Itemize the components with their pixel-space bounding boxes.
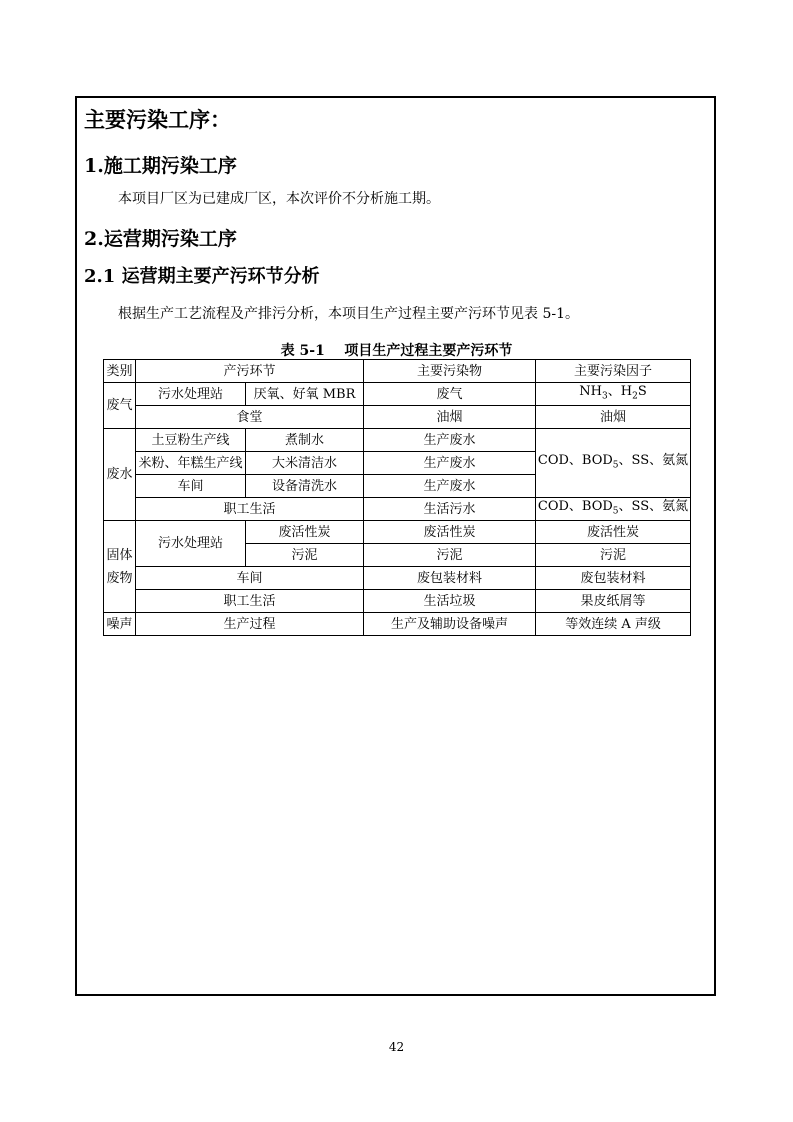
cell-process: 煮制水 (246, 429, 364, 452)
category-line: 废物 (106, 570, 133, 586)
pollution-table (103, 359, 691, 636)
cell-source: 车间 (136, 567, 364, 590)
table-row (104, 590, 691, 613)
table-row (104, 567, 691, 590)
header-pollutant: 主要污染物 (364, 360, 536, 383)
cell-factor: 废包装材料 (536, 567, 691, 590)
table-row (104, 521, 691, 544)
cell-pollutant: 废包装材料 (364, 567, 536, 590)
table-row (104, 429, 691, 452)
cell-factor: 废活性炭 (536, 521, 691, 544)
cell-source: 职工生活 (136, 590, 364, 613)
cell-factor: 果皮纸屑等 (536, 590, 691, 613)
table-row (104, 613, 691, 636)
cell-factor-shared: COD、$BOD_5$、SS、氨氮 (536, 429, 691, 498)
paragraph-analysis: 根据生产工艺流程及产排污分析，本项目生产过程主要产污环节见表 5-1。 (118, 306, 579, 322)
cell-pollutant: 生产及辅助设备噪声 (364, 613, 536, 636)
header-source: 产污环节 (136, 360, 364, 383)
cell-source: 米粉、年糕生产线 (136, 452, 246, 475)
cell-pollutant: 废活性炭 (364, 521, 536, 544)
page-number: 42 (388, 1040, 405, 1054)
cell-pollutant: 污泥 (364, 544, 536, 567)
category-waste-gas: 废气 (104, 383, 136, 429)
heading-construction: 1.施工期污染工序 (84, 155, 237, 177)
cell-process: 污泥 (246, 544, 364, 567)
cell-source: 土豆粉生产线 (136, 429, 246, 452)
cell-pollutant: 生活垃圾 (364, 590, 536, 613)
cell-factor: 污泥 (536, 544, 691, 567)
cell-source: 生产过程 (136, 613, 364, 636)
cell-pollutant: 生产废水 (364, 475, 536, 498)
cell-pollutant: 生产废水 (364, 452, 536, 475)
category-noise: 噪声 (104, 613, 136, 636)
cell-process: 废活性炭 (246, 521, 364, 544)
cell-source-text: 污水处理站 (157, 536, 223, 551)
cell-factor: 等效连续 A 声级 (536, 613, 691, 636)
table-caption: 表 5-1 项目生产过程主要产污环节 (280, 343, 513, 359)
category-line: 固体 (106, 547, 133, 563)
cell-pollutant: 废气 (364, 383, 536, 406)
table-row (104, 498, 691, 521)
header-category: 类别 (104, 360, 136, 383)
cell-source: 食堂 (136, 406, 364, 429)
paragraph-construction: 本项目厂区为已建成厂区，本次评价不分析施工期。 (118, 191, 440, 207)
table-row (104, 406, 691, 429)
cell-process: 设备清洗水 (246, 475, 364, 498)
cell-source: 职工生活 (136, 498, 364, 521)
cell-pollutant: 生活污水 (364, 498, 536, 521)
cell-factor: $NH_3$、$H_2S$ (536, 383, 691, 406)
category-solid-waste (104, 521, 136, 613)
table-row (104, 383, 691, 406)
heading-operation: 2.运营期污染工序 (84, 228, 237, 250)
heading-main: 主要污染工序： (84, 107, 231, 132)
cell-process: 厌氧、好氧 MBR (246, 383, 364, 406)
cell-source: 车间 (136, 475, 246, 498)
table-header-row (104, 360, 691, 383)
cell-source (136, 521, 246, 567)
cell-source: 污水处理站 (136, 383, 246, 406)
category-waste-water: 废水 (104, 429, 136, 521)
cell-pollutant: 油烟 (364, 406, 536, 429)
cell-pollutant: 生产废水 (364, 429, 536, 452)
cell-factor: COD、$BOD_5$、SS、氨氮 (536, 498, 691, 521)
header-factor: 主要污染因子 (536, 360, 691, 383)
cell-process: 大米清洁水 (246, 452, 364, 475)
cell-factor: 油烟 (536, 406, 691, 429)
heading-operation-analysis: 2.1 运营期主要产污环节分析 (84, 266, 320, 287)
